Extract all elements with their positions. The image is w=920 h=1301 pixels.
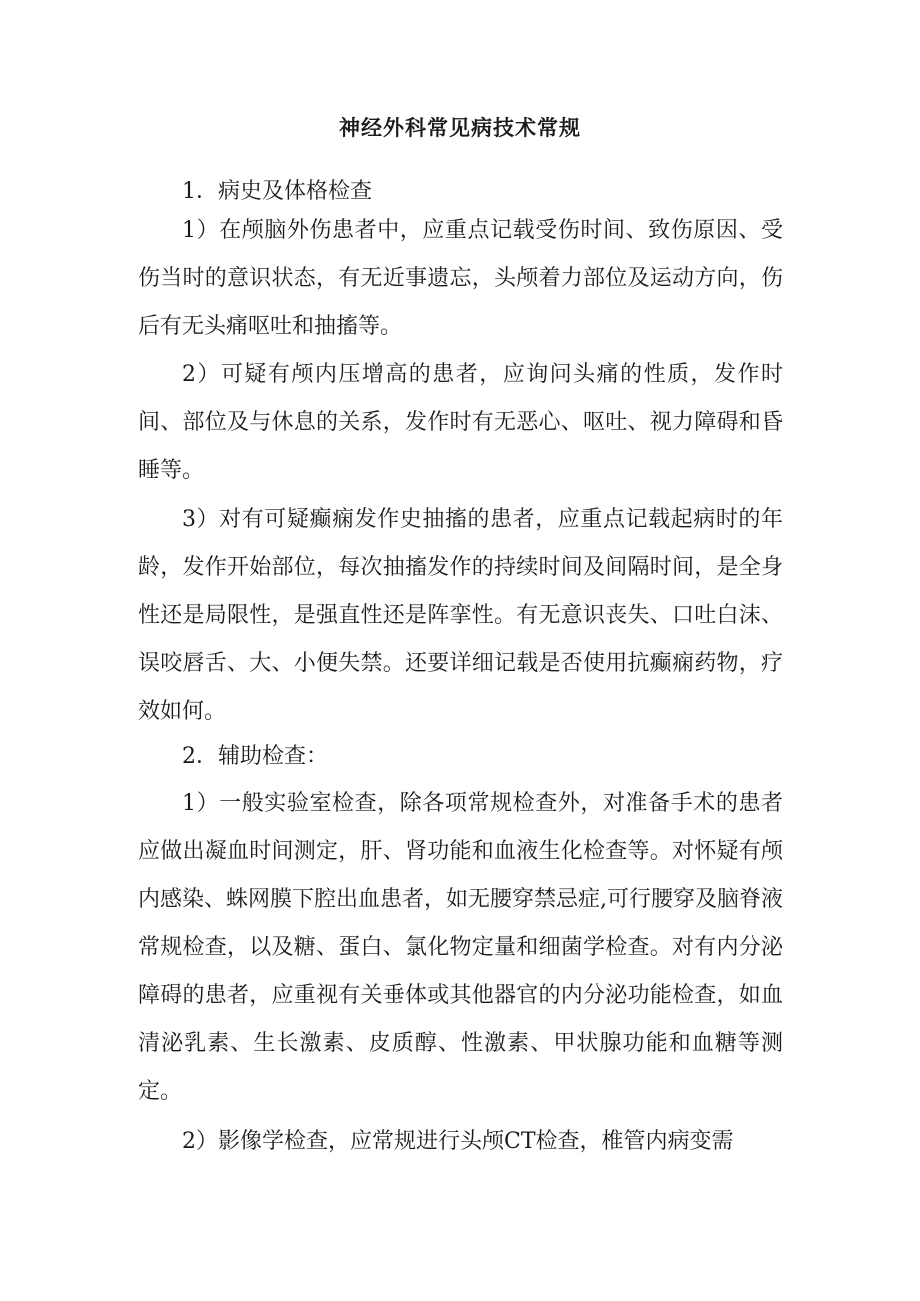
section-2-heading: 2．辅助检查： <box>182 744 328 769</box>
section-1-heading: 1．病史及体格检查 <box>182 179 372 204</box>
document-title: 神经外科常见病技术常规 <box>339 115 581 140</box>
section-2-item-1: 1）一般实验室检查，除各项常规检查外，对准备手术的患者应做出凝血时间测定，肝、肾功能和血液生化检查等。对怀疑有颅内感染、蛛网膜下腔出血患者，如无腰穿禁忌症,可行腰穿及脑脊液常规检查，以及糖、蛋白、氯化物定量和细菌学检查。对有内分泌障碍的患者，应重视有关垂体或其他器官的内分泌功能检查，如血清泌乳素、生长激素、皮质醇、性激素、甲状腺功能和血糖等测定。 <box>138 791 783 1104</box>
section-1-item-2: 2）可疑有颅内压增高的患者，应询问头痛的性质，发作时间、部位及与休息的关系，发作时有无恶心、呕吐、视力障碍和昏睡等。 <box>138 362 783 483</box>
section-1-item-3: 3）对有可疑癫痫发作史抽搐的患者，应重点记载起病时的年龄，发作开始部位，每次抽搐发作的持续时间及间隔时间，是全身性还是局限性，是强直性还是阵挛性。有无意识丧失、口吐白沫、误咬唇舌、大、小便失禁。还要详细记载是否使用抗癫痫药物，疗效如何。 <box>138 507 783 724</box>
section-2-item-2: 2）影像学检查，应常规进行头颅CT检查，椎管内病变需 <box>182 1129 734 1154</box>
section-1-item-1: 1）在颅脑外伤患者中，应重点记载受伤时间、致伤原因、受伤当时的意识状态，有无近事遗忘，头颅着力部位及运动方向，伤后有无头痛呕吐和抽搐等。 <box>138 218 783 339</box>
